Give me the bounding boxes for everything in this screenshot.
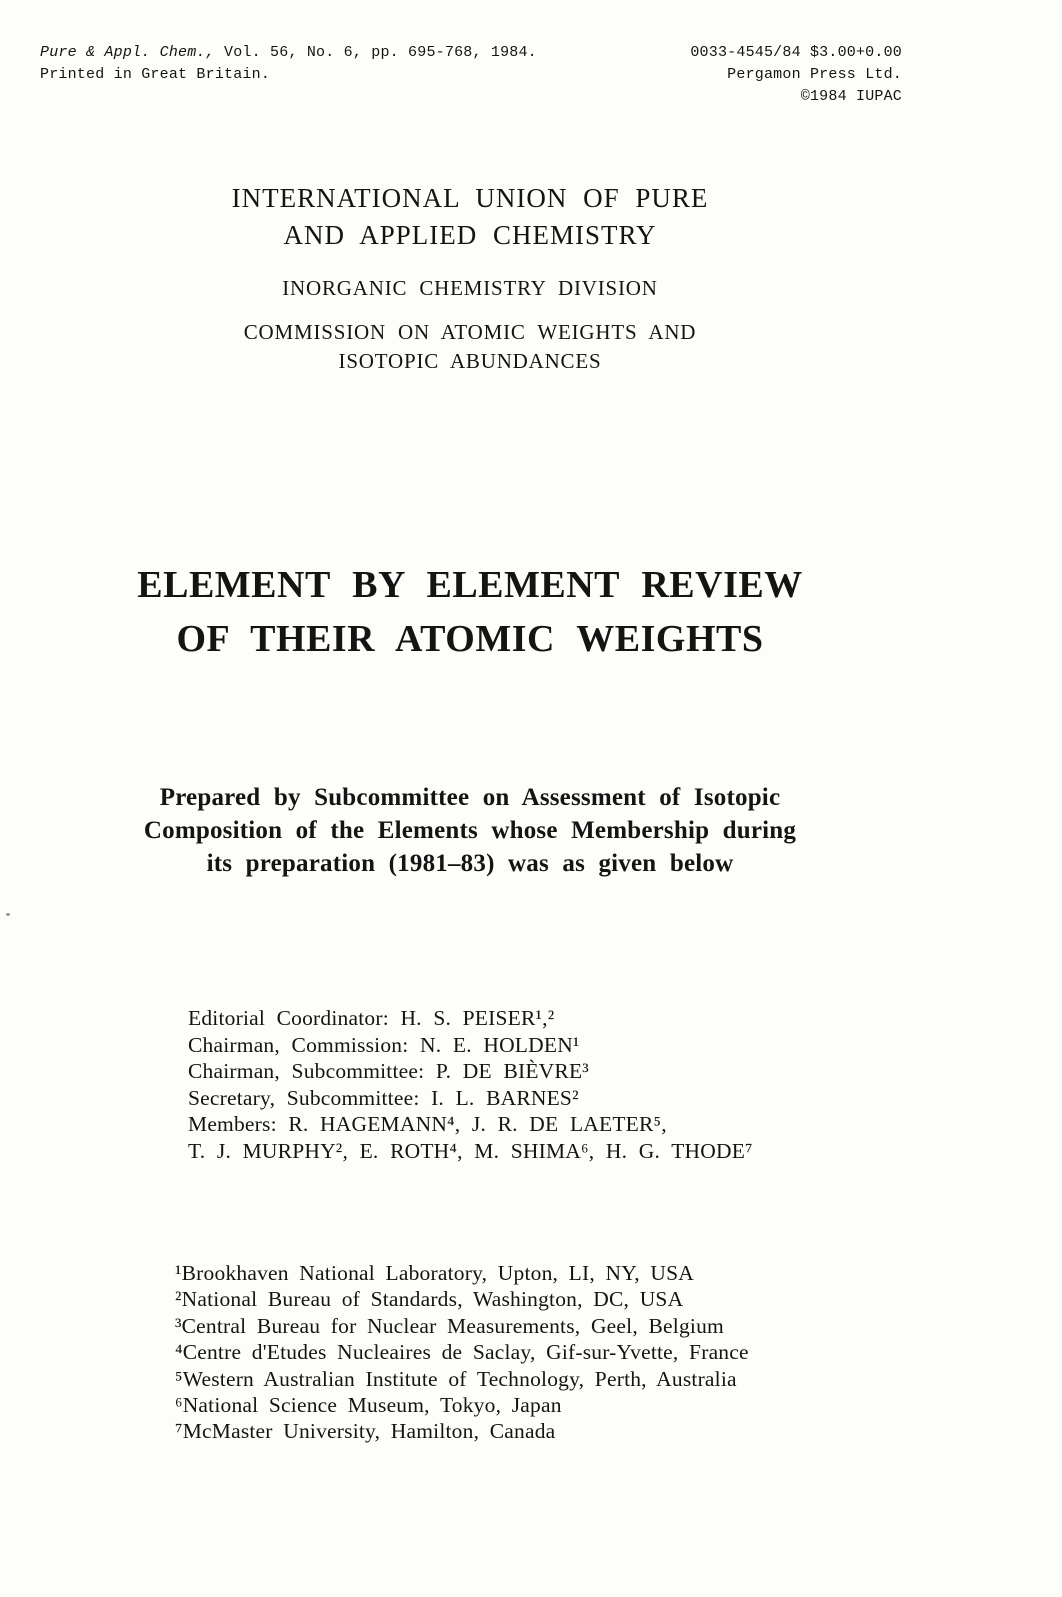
committee-line: Secretary, Subcommittee: I. L. BARNES² xyxy=(188,1085,579,1110)
header-left xyxy=(40,42,537,86)
organization-name-line1: INTERNATIONAL UNION OF PURE xyxy=(231,183,709,213)
affiliation-line: ¹Brookhaven National Laboratory, Upton, LI, NY, USA xyxy=(175,1261,694,1285)
affiliation-line: ⁴Centre d'Etudes Nucleaires de Saclay, Gif-sur-Yvette, France xyxy=(175,1340,749,1365)
issue-info: Vol. 56, No. 6, pp. 695-768, 1984. xyxy=(214,44,537,61)
committee-line: Editorial Coordinator: H. S. PEISER¹,² xyxy=(188,1006,555,1030)
committee-list xyxy=(188,1005,753,1164)
article-subtitle xyxy=(0,781,940,880)
organization-name-line2: AND APPLIED CHEMISTRY xyxy=(283,220,657,250)
journal-name: Pure & Appl. Chem., xyxy=(40,44,215,61)
subtitle-line2: Composition of the Elements whose Membership during xyxy=(143,817,797,844)
issn-price-line: 0033-4545/84 $3.00+0.00 xyxy=(690,44,902,61)
committee-line: Members: R. HAGEMANN⁴, J. R. DE LAETER⁵, xyxy=(188,1112,667,1136)
committee-line: Chairman, Commission: N. E. HOLDEN¹ xyxy=(188,1032,580,1057)
affiliation-line: ³Central Bureau for Nuclear Measurements, Geel, Belgium xyxy=(175,1313,724,1338)
division-heading: INORGANIC CHEMISTRY DIVISION xyxy=(282,276,658,300)
organization-block xyxy=(0,180,940,376)
copyright-line: ©1984 IUPAC xyxy=(800,88,902,105)
committee-line: T. J. MURPHY², E. ROTH⁴, M. SHIMA⁶, H. G. THODE⁷ xyxy=(188,1138,753,1163)
affiliation-line: ⁷McMaster University, Hamilton, Canada xyxy=(175,1419,556,1444)
article-title-line2: OF THEIR ATOMIC WEIGHTS xyxy=(176,618,764,660)
affiliations-list xyxy=(175,1260,749,1445)
commission-line2: ISOTOPIC ABUNDANCES xyxy=(338,349,602,373)
affiliation-line: ⁵Western Australian Institute of Technology, Perth, Australia xyxy=(175,1366,737,1391)
subtitle-line3: its preparation (1981–83) was as given below xyxy=(206,850,734,877)
printed-in-line: Printed in Great Britain. xyxy=(40,66,271,83)
organization-name xyxy=(0,180,940,254)
commission-line1: COMMISSION ON ATOMIC WEIGHTS AND xyxy=(243,320,697,344)
affiliation-line: ⁶National Science Museum, Tokyo, Japan xyxy=(175,1393,562,1418)
publisher-line: Pergamon Press Ltd. xyxy=(727,66,902,83)
header-right xyxy=(690,42,902,108)
journal-issue-line xyxy=(40,42,537,64)
scan-artifact xyxy=(6,913,10,916)
article-title-line1: ELEMENT BY ELEMENT REVIEW xyxy=(137,564,803,606)
committee-line: Chairman, Subcommittee: P. DE BIÈVRE³ xyxy=(188,1059,589,1083)
affiliation-line: ²National Bureau of Standards, Washington, DC, USA xyxy=(175,1287,684,1312)
article-title xyxy=(0,558,940,666)
subtitle-line1: Prepared by Subcommittee on Assessment of Isotopic xyxy=(159,784,781,811)
commission-heading xyxy=(0,318,940,376)
